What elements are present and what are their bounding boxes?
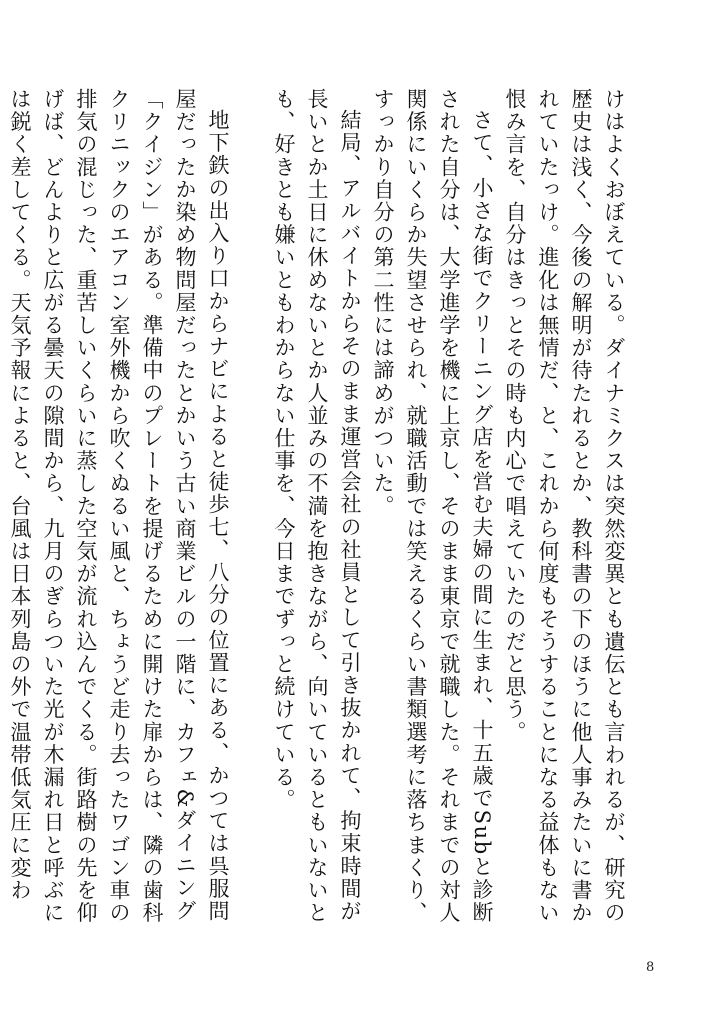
page-number: 8 bbox=[646, 960, 655, 975]
paragraph-3: 結局、アルバイトからそのまま運営会社の社員として引き抜かれて、拘束時間が長いとか土日に休めないとか人並みの不満を抱きながら、向いているともいないとも、好きとも嫌いともわからない仕事を、今日までずっと続けている。 bbox=[272, 88, 362, 925]
paragraph-1: けはよくおぼえている。ダイナミクスは突然変異とも遺伝とも言われるが、研究の歴史は浅く、今後の解明が待たれるとか、教科書の下のほうに他人事みたいに書かれていたっけ。進化は無情だ、と、これから何度もそうすることになる益体もない恨み言を、自分はきっとその時も内心で唱えていたのだと思う。 bbox=[503, 88, 626, 925]
paragraph-2: さて、小さな街でクリーニング店を営む夫婦の間に生まれ、十五歳でSubと診断された自分は、大学進学を機に上京し、そのまま東京で就職した。それまでの対人関係にいくらか失望させられ、就職活動では笑えるくらい書類選考に落ちまくり、すっかり自分の第二性には諦めがついた。 bbox=[371, 88, 494, 925]
vertical-text-body bbox=[8, 88, 630, 938]
paragraph-4: 地下鉄の出入り口からナビによると徒歩七、八分の位置にある、かつては呉服問屋だったか染め物問屋だったとかいう古い商業ビルの一階に、カフェ&ダイニング「クイジン」がある。準備中のプレートを提げるために開けた扉からは、隣の歯科クリニックのエアコン室外機から吹くぬるい風と、ちょうど走り去ったワゴン車の排気の混じった、重苦しいくらいに蒸した空気が流れ込んでくる。街路樹の先を仰げば、どんよりと広がる曇天の隙間から、九月のぎらついた光が木漏れ日と呼ぶには鋭く差してくる。天気予報によると、台風は日本列島の外で温帯低気圧に変わ bbox=[8, 88, 230, 925]
